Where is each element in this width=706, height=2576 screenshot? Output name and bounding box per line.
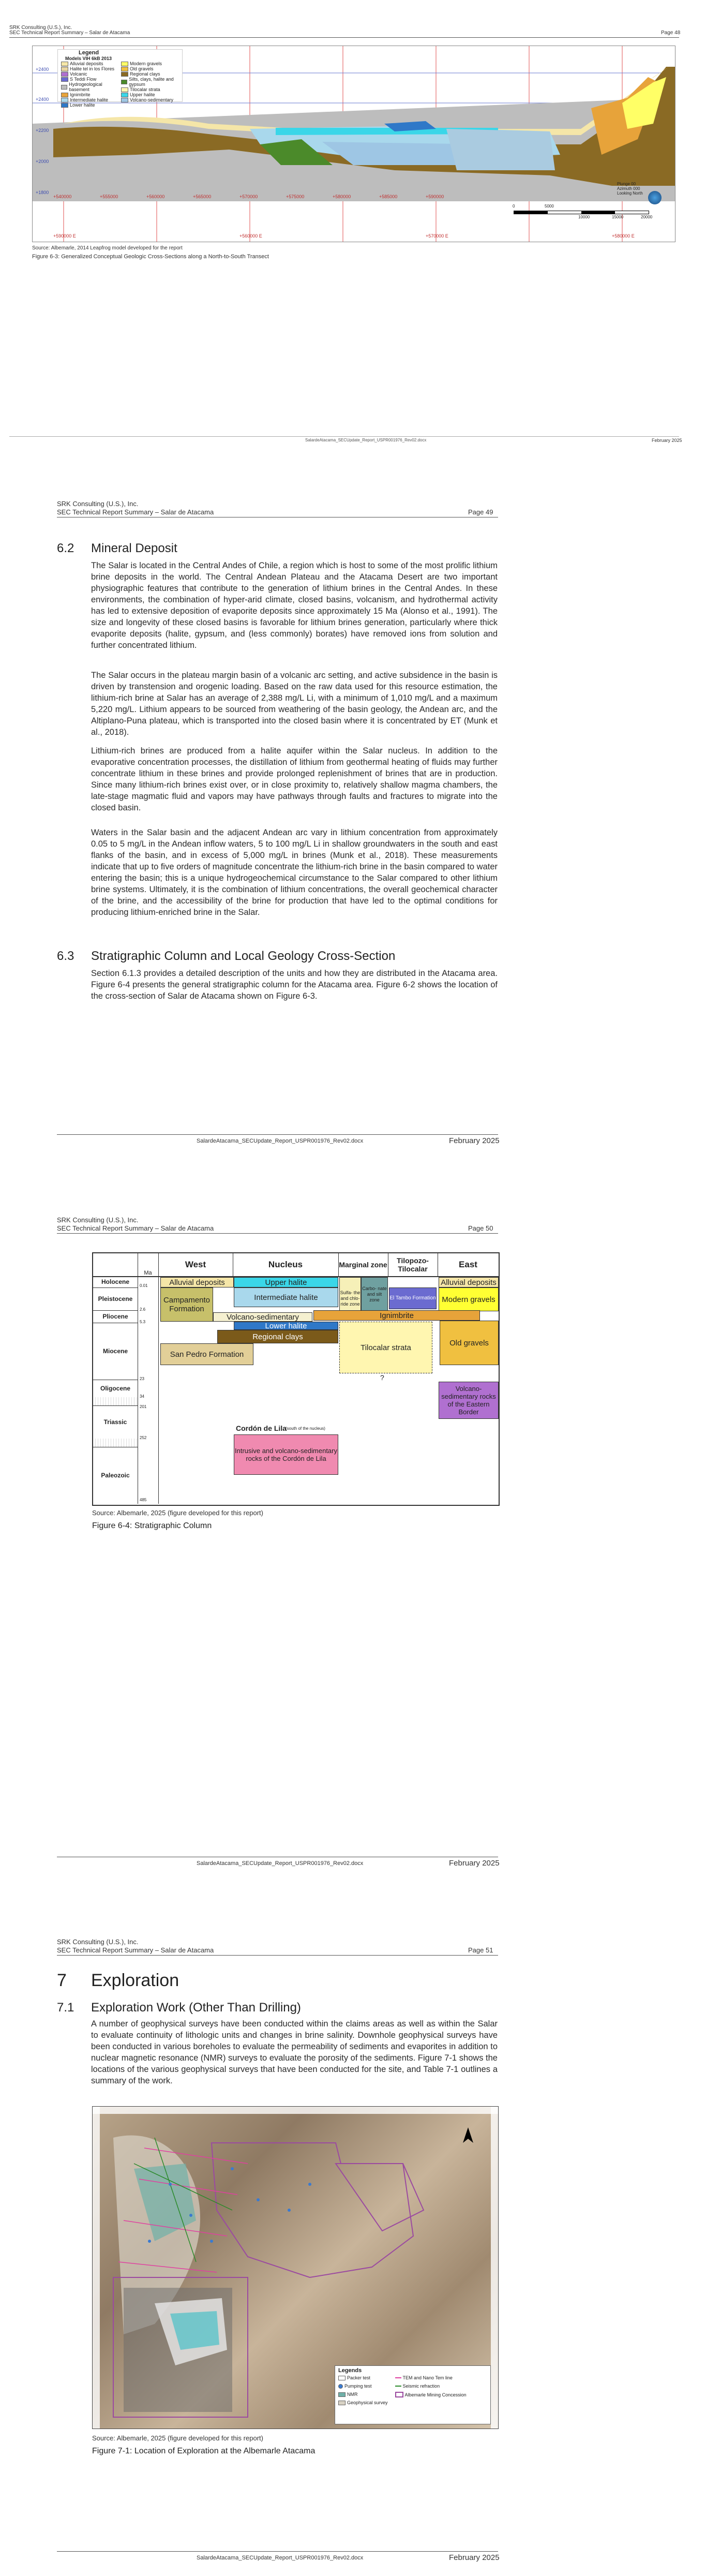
x-label: +560000 (146, 194, 165, 199)
cordon-de-lila-label: Cordón de Lila (236, 1424, 287, 1432)
unit-lower-halite: Lower halite (234, 1322, 338, 1330)
chapter-7-number: 7 (57, 1971, 67, 1990)
page3-page-number: Page 50 (468, 1224, 493, 1232)
y-label: +2400 (36, 97, 49, 102)
section-6-3-title: Stratigraphic Column and Local Geology Cross-Section (91, 949, 396, 963)
page3-footer-file: SalardeAtacama_SECUpdate_Report_USPR001976_Rev02.docx (197, 1860, 364, 1867)
unit-carbonate-zone: Carbo- nate and silt zone (361, 1277, 388, 1311)
unit-modern-gravels: Modern gravels (439, 1287, 499, 1311)
age-label: 5.3 (140, 1320, 146, 1324)
paragraph: Section 6.1.3 provides a detailed description of the units and how they are distributed in the Atacama area. Figure 6-4 presents the general stratigraphic column for the Atacama area. Figure 6-2 shows the location of the cross-section of Salar de Atacama shown on Figure 6-3. (91, 969, 498, 1001)
page3-report-title: SEC Technical Report Summary – Salar de Atacama (57, 1224, 214, 1232)
x-label: +580000 (333, 194, 351, 199)
page1-header-rule (9, 37, 679, 38)
page2-page-number: Page 49 (468, 508, 493, 516)
epoch-holocene: Holocene (93, 1276, 138, 1288)
page3-caption: Figure 6-4: Stratigraphic Column (92, 1521, 212, 1530)
page4-company: SRK Consulting (U.S.), Inc. (57, 1938, 139, 1946)
page3-source: Source: Albemarle, 2025 (figure developed for this report) (92, 1509, 263, 1517)
age-label: 34 (140, 1394, 144, 1399)
map-legend (335, 2365, 491, 2424)
page4-report-title: SEC Technical Report Summary – Salar de Atacama (57, 1946, 214, 1954)
legend-item: Volcano-sedimentary (121, 97, 182, 102)
nucleus-header: Nucleus (233, 1253, 339, 1277)
unit-campamento: Campamento Formation (160, 1287, 213, 1322)
x-label: +570000 (239, 194, 258, 199)
page4-footer-rule (57, 2551, 498, 2552)
legend-item: Lower halite (61, 102, 116, 108)
page1-footer-rule (9, 436, 679, 437)
page2-footer-date: February 2025 (449, 1136, 500, 1145)
page3-company: SRK Consulting (U.S.), Inc. (57, 1216, 139, 1224)
page2-footer-file: SalardeAtacama_SECUpdate_Report_USPR001976_Rev02.docx (197, 1138, 364, 1144)
y-label: +2200 (36, 128, 49, 133)
page3-header-rule (57, 1233, 498, 1234)
view-orientation-label: Plunge 00 Azimuth 000 Looking North (617, 182, 643, 196)
legend-item: TEM and Nano Tem line (395, 2375, 467, 2380)
north-arrow-icon (463, 2127, 473, 2143)
map-legend-title: Legends (338, 2367, 362, 2374)
age-label: 252 (140, 1435, 147, 1440)
legend-subtitle: Models VIH 6kB 2013 (65, 56, 112, 61)
epoch-pliocene: Pliocene (93, 1310, 138, 1323)
paragraph: The Salar is located in the Central Andes of Chile, a region which is host to some of the most prolific lithium brine deposits in the world. The Central Andean Plateau and the Atacama Desert are two important physiographic features that contribute to the generation of lithium brines in the Central Andes. In these environments, the combination of hyper-arid climate, closed basins, volcanism, and hydrothermal activity has led to extensive deposition of evaporite deposits since approximately 15 Ma (Alonso et al., 1991). The size and longevity of these closed basins is favorable for lithium brines generation, particularly where thick evaporite deposits (halite, gypsum, and (less commonly) borates) have removed ions from solution and further concentrated lithium. (91, 561, 498, 650)
stratigraphic-column (92, 1252, 500, 1506)
legend-item: Old gravels (121, 66, 182, 71)
unit-old-gravels: Old gravels (440, 1321, 499, 1365)
legend-item: Albemarle Mining Concession (395, 2392, 467, 2397)
page4-caption: Figure 7-1: Location of Exploration at the Albemarle Atacama (92, 2447, 316, 2455)
page1-caption: Figure 6-3: Generalized Conceptual Geologic Cross-Sections along a North-to-South Transect (32, 254, 269, 260)
page1-page-number: Page 48 (661, 30, 681, 36)
legend-item: Volcanic (61, 71, 116, 77)
unit-volcano-eastern: Volcano-sedimentary rocks of the Eastern Border (439, 1382, 499, 1419)
legend-item: Packer test (338, 2375, 388, 2380)
paragraph: A number of geophysical surveys have been conducted within the claims areas as well as within the Salar to evaluate continuity of lithologic units and changes in brine salinity. Downhole geophysical surveys have been conducted in various boreholes to evaluate the permeability of sediments and evaporites in addition to nuclear magnetic resonance (NMR) surveys to evaluate the porosity of the sediments. Figure 7-1 shows the locations of the various geophysical surveys that have been conducted for the site, and Table 7-1 outlines a summary of the work. (91, 2019, 498, 2085)
legend-item: Upper halite (121, 92, 182, 97)
unit-regional-clays: Regional clays (217, 1330, 338, 1343)
section-7-1-title: Exploration Work (Other Than Drilling) (91, 2001, 301, 2015)
page1-footer-date: February 2025 (652, 438, 682, 443)
page2-footer-rule (57, 1134, 498, 1135)
x-bottom-label: +580000 E (612, 233, 635, 239)
section-6-3-number: 6.3 (57, 949, 74, 963)
exploration-map (92, 2106, 499, 2429)
cross-section-figure (32, 46, 675, 242)
legend-item: Silts, clays, halite and gypsum (121, 77, 182, 87)
epoch-oligocene: Oligocene (93, 1380, 138, 1398)
epoch-paleozoic: Paleozoic (93, 1447, 138, 1504)
scale-bar (514, 211, 649, 214)
unit-volcano-sedimentary: Volcano-sedimentary (213, 1312, 312, 1322)
legend-item: Geophysical survey (338, 2400, 388, 2405)
x-bottom-label: +590000 E (53, 233, 76, 239)
section-6-2-number: 6.2 (57, 541, 74, 555)
legend-title: Legend (79, 50, 99, 56)
unit-tilocalar: Tilocalar strata (339, 1322, 432, 1373)
page1-company: SRK Consulting (U.S.), Inc. (9, 25, 72, 31)
paragraph: The Salar occurs in the plateau margin basin of a volcanic arc setting, and active subsidence in the basin is driven by transtension and orogenic loading. Based on the raw data used for this resource estimation, the lithium-rich brine at Salar has an average of 2,388 mg/L Li, with a minimum of 1,010 mg/L and a maximum 5,220 mg/L. Lithium appears to be sourced from weathering of the basin geology, the Andean arc, and the Altiplano-Puna plateau, which is transported into the closed basin where it is concentrated by ET (Munk et al., 2018). (91, 671, 498, 737)
legend-item: NMR (338, 2392, 388, 2397)
y-label: +2000 (36, 159, 49, 164)
legend-item: Regional clays (121, 71, 182, 77)
legend-left-column (61, 61, 116, 108)
x-label: +565000 (193, 194, 212, 199)
epoch-miocene: Miocene (93, 1323, 138, 1380)
x-bottom-label: +570000 E (426, 233, 448, 239)
unknown-marker: ? (380, 1373, 384, 1382)
marginal-header: Marginal zone (338, 1253, 388, 1277)
page4-header-rule (57, 1955, 498, 1956)
age-label: 485 (140, 1498, 147, 1502)
age-label: 0.01 (140, 1283, 148, 1288)
unit-el-tambo: El Tambo Formation (389, 1287, 437, 1309)
tilopozo-header: Tilopozo-Tilocalar (388, 1253, 438, 1277)
epoch-triassic: Triassic (93, 1405, 138, 1440)
x-label: +540000 (53, 194, 72, 199)
page1-source: Source: Albemarle, 2014 Leapfrog model developed for the report (32, 245, 183, 251)
age-label: 201 (140, 1404, 147, 1409)
legend-item: Hydrogeological basement (61, 82, 116, 92)
scale-label: 0 (513, 204, 515, 209)
west-header: West (158, 1253, 233, 1277)
legend-item: Tilocalar strata (121, 87, 182, 92)
scale-label: 5000 (545, 204, 554, 209)
section-6-2-title: Mineral Deposit (91, 541, 177, 555)
y-label: +1800 (36, 190, 49, 195)
unit-ignimbrite: Ignimbrite (313, 1310, 480, 1321)
unit-alluvial-west: Alluvial deposits (160, 1277, 234, 1287)
page1-footer-file: SalardeAtacama_SECUpdate_Report_USPR001976_Rev02.docx (305, 438, 427, 442)
legend-item: Ignimbrite (61, 92, 116, 97)
unit-intrusive-cordon: Intrusive and volcano-sedimentary rocks of the Cordón de Lila (234, 1434, 338, 1475)
scale-label: 10000 (578, 215, 590, 219)
x-label: +575000 (286, 194, 305, 199)
paragraph: Lithium-rich brines are produced from a halite aquifer within the Salar nucleus. In addition to the evaporative concentration processes, the distillation of lithium from geothermal heating of fluids may further concentrate lithium in these brines and provide prolonged replenishment of brines that are in production. Since many lithium-rich brines exist over, or in close proximity to, relatively shallow magma chambers, the late-stage magmatic fluid and vapors may have pathways through faults and fractures to migrate into the closed basin. (91, 746, 498, 812)
legend-item: Halite tel in los Flores (61, 66, 116, 71)
age-label: 23 (140, 1376, 144, 1381)
age-label: 2.6 (140, 1307, 146, 1312)
unit-san-pedro: San Pedro Formation (160, 1343, 253, 1365)
section-7-1-number: 7.1 (57, 2001, 74, 2015)
cordon-de-lila-note: (south of the nucleus) (286, 1426, 325, 1431)
page3-footer-date: February 2025 (449, 1859, 500, 1868)
page1-report-title: SEC Technical Report Summary – Salar de Atacama (9, 30, 130, 36)
epoch-pleistocene: Pleistocene (93, 1287, 138, 1311)
paragraph: Waters in the Salar basin and the adjacent Andean arc vary in lithium concentration from approximately 0.05 to 5 mg/L in the Andean inflow waters, 5 to 100 mg/L Li in shallow groundwaters in the south and east flanks of the basin, and in excess of 5,000 mg/L in brines (Munk et al., 2018). These measurements indicate that up to five orders of magnitude concentrate the lithium-rich brine in the basin compared to water entering the basin; this is a unique hydrogeochemical circumstance to the Salar compared to other lithium brine systems. Ultimately, it is the combination of lithium concentrations, the overall geochemical character of the brine, and the accessibility of the brine for production that have led to the optimal conditions for producing lithium-enriched brine in the Salar. (91, 828, 498, 917)
legend-item: Alluvial deposits (61, 61, 116, 66)
page4-footer-date: February 2025 (449, 2553, 500, 2562)
page4-footer-file: SalardeAtacama_SECUpdate_Report_USPR001976_Rev02.docx (197, 2555, 364, 2561)
x-label: +555000 (100, 194, 118, 199)
page4-page-number: Page 51 (468, 1946, 493, 1954)
legend-item: Seismic refraction (395, 2383, 467, 2389)
ma-header: Ma (138, 1253, 159, 1277)
legend-right-column (121, 61, 182, 108)
legend-item: Intermediate halite (61, 97, 116, 102)
unit-alluvial-east: Alluvial deposits (439, 1277, 499, 1287)
page2-report-title: SEC Technical Report Summary – Salar de Atacama (57, 508, 214, 516)
scale-label: 20000 (641, 215, 653, 219)
page2-company: SRK Consulting (U.S.), Inc. (57, 500, 139, 508)
x-label: +590000 (426, 194, 444, 199)
scale-label: 15000 (612, 215, 624, 219)
unit-intermediate-halite: Intermediate halite (234, 1287, 338, 1307)
chapter-7-title: Exploration (91, 1971, 179, 1990)
legend-item: Modern gravels (121, 61, 182, 66)
x-bottom-label: +560000 E (239, 233, 262, 239)
east-header: East (438, 1253, 499, 1277)
page4-source: Source: Albemarle, 2025 (figure developed for this report) (92, 2434, 263, 2442)
y-label: +2400 (36, 67, 49, 72)
legend-item: S Teddi Flow (61, 77, 116, 82)
unit-sulfate-zone: Sulfa- the and chlo- ride zone (339, 1277, 361, 1320)
legend-item: Pumping test (338, 2383, 388, 2389)
unit-upper-halite: Upper halite (234, 1277, 338, 1287)
cross-section-legend (57, 49, 183, 108)
x-label: +585000 (379, 194, 398, 199)
compass-icon (648, 191, 662, 204)
